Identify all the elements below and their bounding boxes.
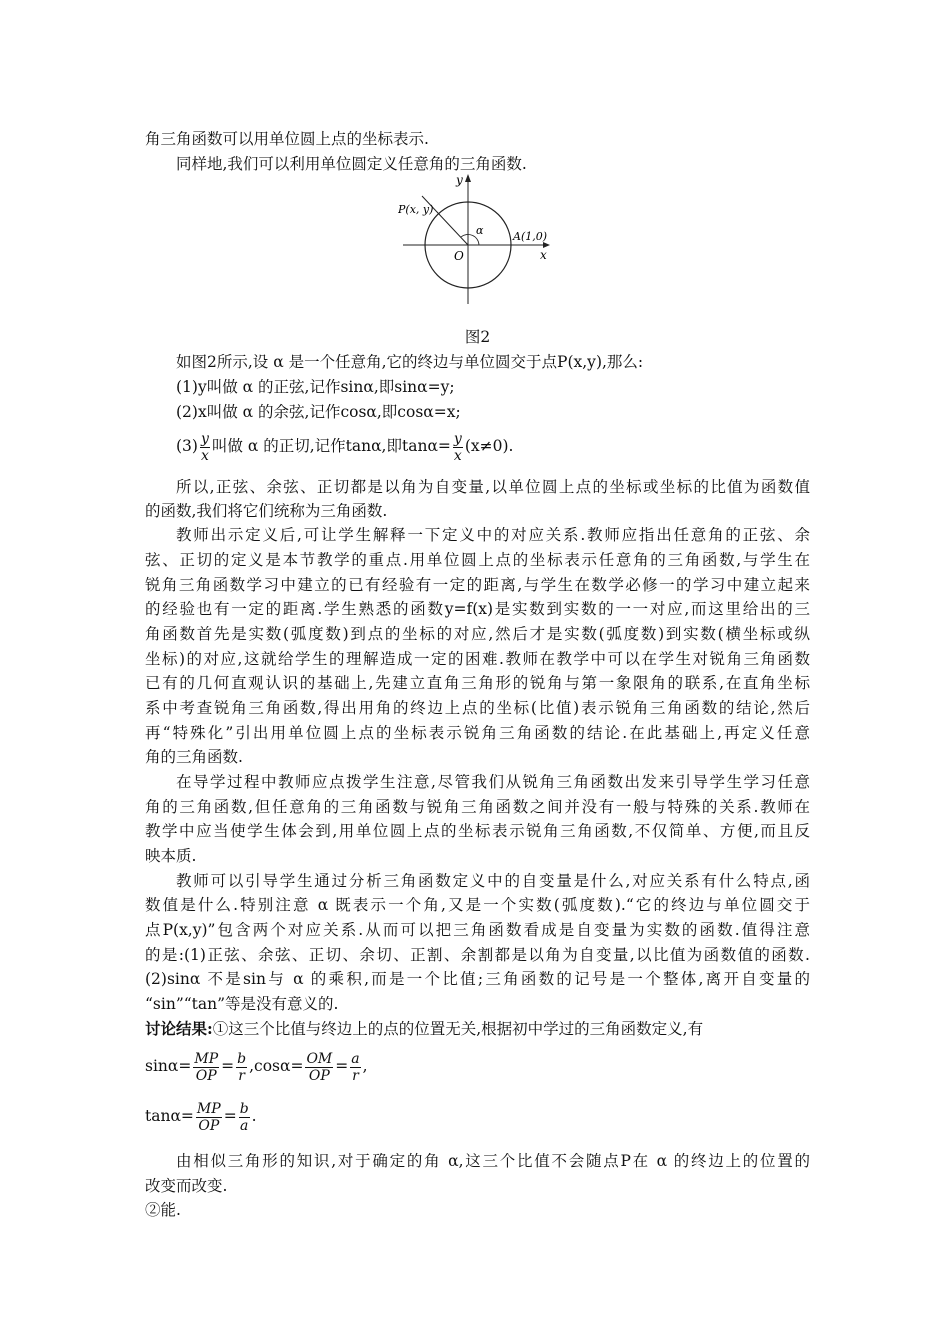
discussion-result: 讨论结果:①这三个比值与终边上的点的位置无关,根据初中学过的三角函数定义,有 (145, 1019, 704, 1038)
text-line: 点P(x,y)”包含两个对应关系.从而可以把三角函数看成是自变量为实数的函数.值得注意 (145, 921, 810, 939)
text-line: 所以,正弦、余弦、正切都是以角为自变量,以单位圆上点的坐标或坐标的比值为函数值 (176, 478, 810, 496)
text-line: ②能. (145, 1201, 181, 1219)
fraction-b-a: $\frac{b}{a}$ (239, 1100, 249, 1134)
tangent-definition: (3) $\frac{y}{x}$ 叫做 α 的正切,记作tanα,即tanα= $\frac{y}{x}$ (x≠0). (176, 430, 514, 464)
fraction-y-over-x: $\frac{y}{x}$ (200, 430, 209, 464)
text-line: 弦、正切的定义是本节教学的重点.用单位圆上点的坐标表示任意角的三角函数,与学生在 (145, 551, 810, 569)
text-line: (1)y叫做 α 的正弦,记作sinα,即sinα=y; (176, 378, 455, 396)
text-line: (2)x叫做 α 的余弦,记作cosα,即cosα=x; (176, 403, 461, 421)
text-line: 角函数首先是实数(弧度数)到点的坐标的对应,然后才是实数(弧度数)到实数(横坐标或纵 (145, 625, 810, 643)
text-line: 在导学过程中教师应点拨学生注意,尽管我们从锐角三角函数出发来引导学生学习任意 (176, 773, 810, 791)
origin-label: O (454, 249, 464, 263)
sin-cos-formula: sinα= $\frac{MP}{OP}$ = $\frac{b}{r}$ ,cosα= $\frac{OM}{OP}$ = $\frac{a}{r}$ , (145, 1050, 368, 1084)
unit-circle-figure (398, 168, 558, 308)
text-line: 映本质. (145, 847, 197, 865)
point-p-label: P(x, y) (398, 203, 434, 216)
text-line: 的是:(1)正弦、余弦、正切、余切、正割、余割都是以角为自变量,以比值为函数值的函数. (145, 946, 810, 964)
text-line: 如图2所示,设 α 是一个任意角,它的终边与单位圆交于点P(x,y),那么: (176, 353, 644, 371)
fraction-om-op: $\frac{OM}{OP}$ (306, 1050, 333, 1084)
text-line: 再“特殊化”引出用单位圆上点的坐标表示锐角三角函数的结论.在此基础上,再定义任意 (145, 724, 810, 742)
fraction-mp-op: $\frac{MP}{OP}$ (196, 1100, 221, 1134)
fraction-a-r: $\frac{a}{r}$ (351, 1050, 360, 1084)
text-line: 角的三角函数. (145, 748, 243, 766)
figure-caption: 图2 (464, 328, 491, 346)
text-line: 的函数,我们将它们统称为三角函数. (145, 502, 388, 520)
text-line: 角的三角函数,但任意角的三角函数与锐角三角函数之间并没有一般与特殊的关系.教师在 (145, 798, 810, 816)
tan-formula: tanα= $\frac{MP}{OP}$ = $\frac{b}{a}$ . (145, 1100, 257, 1134)
text-line: 角三角函数可以用单位圆上点的坐标表示. (145, 130, 429, 148)
fraction-b-r: $\frac{b}{r}$ (237, 1050, 247, 1084)
point-a-label: A(1,0) (513, 230, 548, 243)
text-line: 教师可以引导学生通过分析三角函数定义中的自变量是什么,对应关系有什么特点,函 (176, 872, 810, 890)
text-line: 系中考查锐角三角函数,得出用角的终边上点的坐标(比值)表示锐角三角函数的结论,然后 (145, 699, 810, 717)
text-line: (2)sinα 不是sin与 α 的乘积,而是一个比值;三角函数的记号是一个整体,离开自变量的 (145, 970, 810, 988)
text-line: 同样地,我们可以利用单位圆定义任意角的三角函数. (176, 155, 527, 173)
text-line: 由相似三角形的知识,对于确定的角 α,这三个比值不会随点P在 α 的终边上的位置的 (176, 1152, 810, 1170)
text-line: 改变而改变. (145, 1177, 228, 1195)
text-line: 坐标)的对应,这就给学生的理解造成一定的困难.教师在教学中可以在学生对锐角三角函数 (145, 650, 810, 668)
discussion-label: 讨论结果: (145, 1019, 213, 1038)
text-line: 数值是什么.特别注意 α 既表示一个角,又是一个实数(弧度数).“它的终边与单位圆交于 (145, 896, 810, 914)
fraction-y-over-x: $\frac{y}{x}$ (453, 430, 462, 464)
angle-label: α (476, 224, 484, 237)
text-line: 的经验也有一定的距离.学生熟悉的函数y=f(x)是实数到实数的一一对应,而这里给出的三 (145, 600, 810, 618)
text-line: 锐角三角函数学习中建立的已有经验有一定的距离,与学生在数学必修一的学习中建立起来 (145, 576, 810, 594)
text-line: “sin”“tan”等是没有意义的. (145, 995, 339, 1013)
text-line: 已有的几何直观认识的基础上,先建立直角三角形的锐角与第一象限角的联系,在直角坐标 (145, 674, 810, 692)
y-axis-label: y (456, 173, 463, 187)
text-line: 教师出示定义后,可让学生解释一下定义中的对应关系.教师应指出任意角的正弦、余 (176, 526, 810, 544)
x-axis-label: x (540, 248, 547, 262)
text-line: 教学中应当使学生体会到,用单位圆上点的坐标表示锐角三角函数,不仅简单、方便,而且反 (145, 822, 810, 840)
fraction-mp-op: $\frac{MP}{OP}$ (194, 1050, 219, 1084)
